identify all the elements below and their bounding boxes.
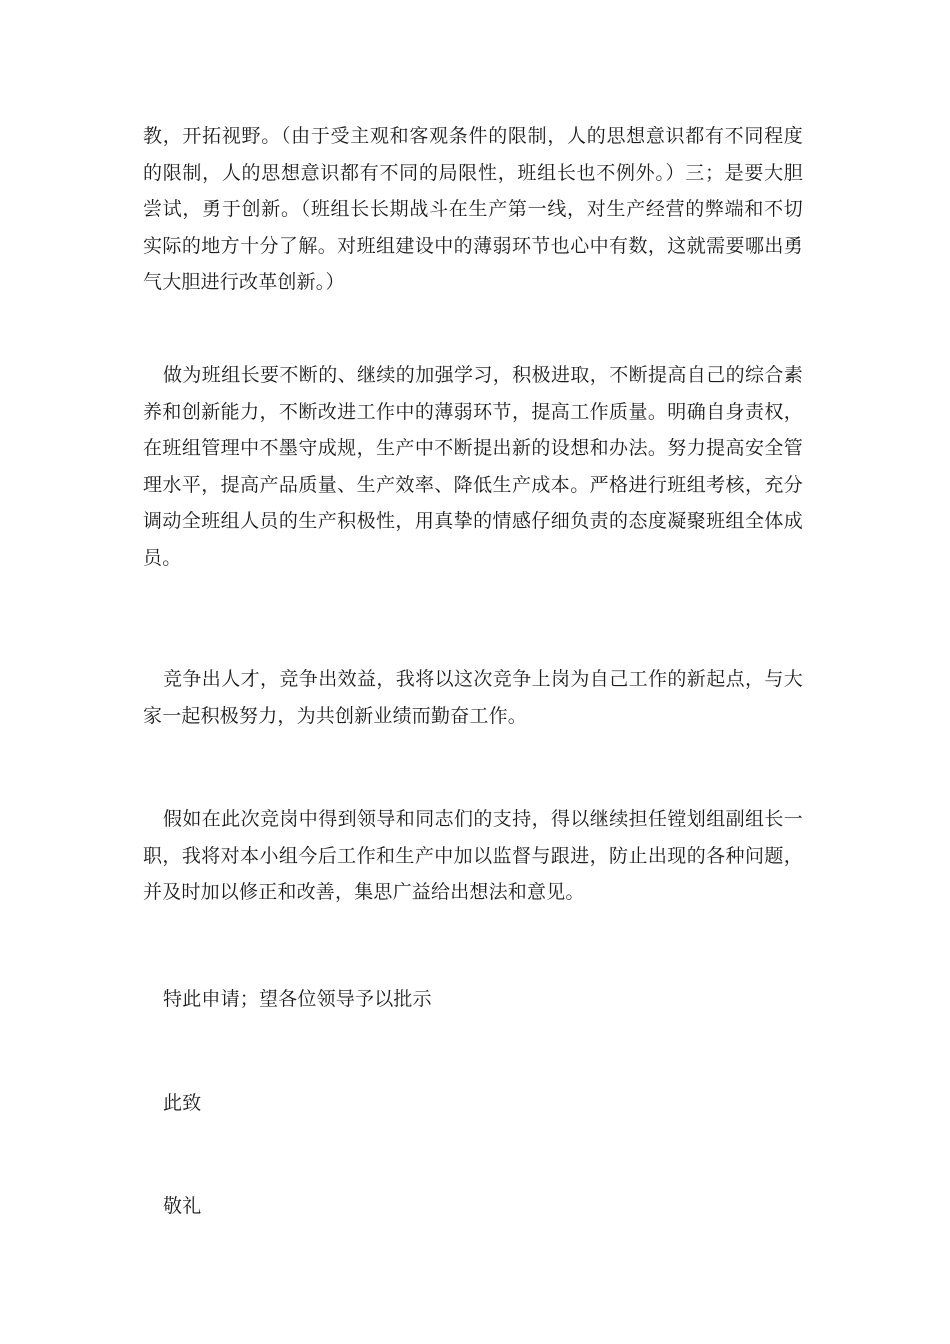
closing-salutation: 此致 (163, 1092, 202, 1114)
closing-regards: 敬礼 (163, 1195, 202, 1217)
paragraph-competition: 竞争出人才，竞争出效益，我将以这次竞争上岗为自己工作的新起点，与大家一起积极努力，为共创新业绩而勤奋工作。 (143, 668, 803, 727)
paragraph-continuation: 教，开拓视野。（由于受主观和客观条件的限制，人的思想意识都有不同程度的限制，人的思想意识都有不同的局限性，班组长也不例外。）三；是要大胆尝试，勇于创新。（班组长长期战斗在生产第一线，对生产经营的弊端和不切实际的地方十分了解。对班组建设中的薄弱环节也心中有数，这就需要哪出勇气大胆进行改革创新。） (143, 125, 803, 293)
paragraph-request: 特此申请；望各位领导予以批示 (163, 988, 432, 1010)
paragraph-commitment: 假如在此次竞岗中得到领导和同志们的支持，得以继续担任镗划组副组长一职，我将对本小组今后工作和生产中加以监督与跟进，防止出现的各种问题，并及时加以修正和改善，集思广益给出想法和意见。 (143, 808, 803, 903)
paragraph-study-improvement: 做为班组长要不断的、继续的加强学习，积极进取，不断提高自己的综合素养和创新能力，不断改进工作中的薄弱环节，提高工作质量。明确自身责权，在班组管理中不墨守成规，生产中不断提出新的设想和办法。努力提高安全管理水平，提高产品质量、生产效率、降低生产成本。严格进行班组考核，充分调动全班组人员的生产积极性，用真挚的情感仔细负责的态度凝聚班组全体成员。 (143, 364, 803, 569)
